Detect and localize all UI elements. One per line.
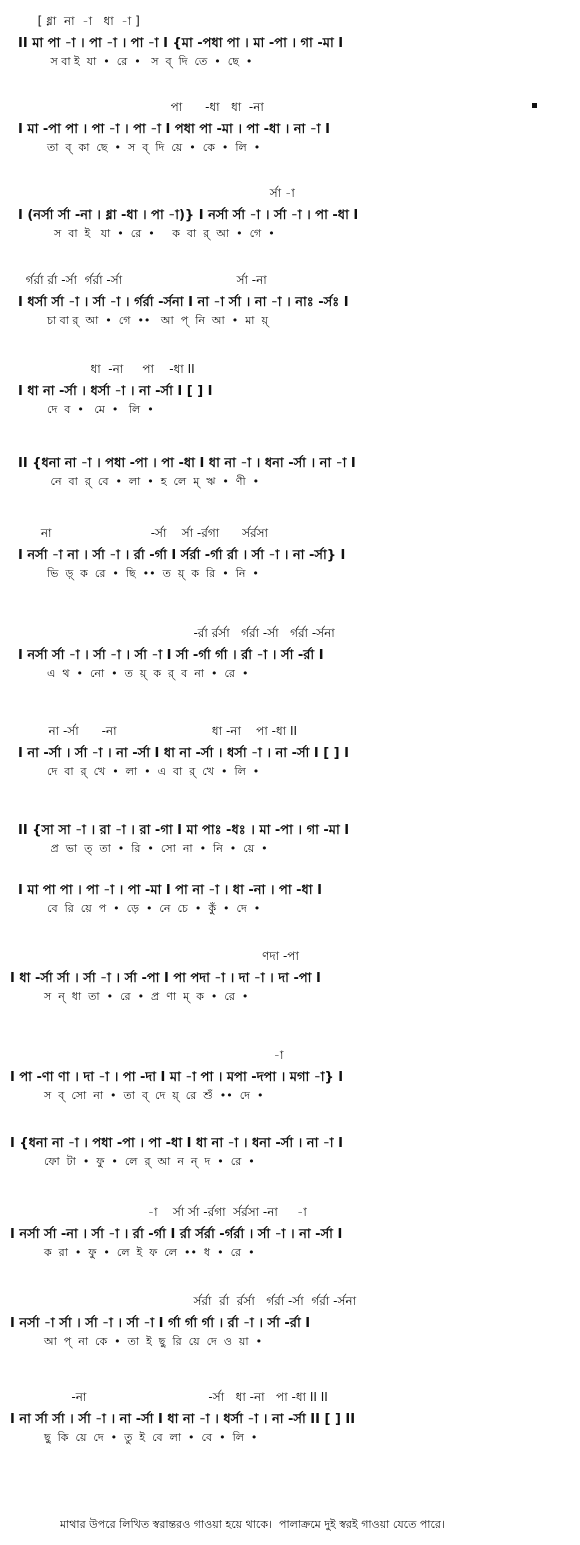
notation-main-line: I ধা না -র্সা । ধর্সা -া । না -র্সা I [ ] I	[18, 384, 213, 399]
notation-upper-line: না -র্সা -না ধা -না পা -ধা II	[18, 724, 298, 738]
notation-lyric-line: তা ব্ কা ছে • স ব্ দি য়ে • কে • লি •	[40, 141, 261, 154]
notation-lyric-line: ভি ড়্ ক রে • ছি •• ত য়্ ক রি • নি •	[40, 567, 259, 580]
notation-main-line: I নর্সা র্সা -না । র্সা -া । র্রা -র্গা I র্রা র্সর্রা -র্গর্রা । র্সা -া । না -র্সা I	[10, 1227, 343, 1242]
notation-main-line: II মা পা -া । পা -া । পা -া I {মা -পধা পা । মা -পা । গা -মা I	[18, 36, 344, 51]
notation-main-line: I নর্সা র্সা -া । র্সা -া । র্সা -া I র্সা -র্গা র্গা । র্রা -া । র্সা -র্রা I	[18, 648, 324, 663]
notation-lyric-line: নে বা র্ বে • লা • হ লে ম্ ঋ • ণী •	[40, 475, 260, 488]
notation-main-line: I নর্সা -া না । র্সা -া । র্রা -র্গা I র্সর্রা -র্গা র্রা । র্সা -া । না -র্সা} I	[18, 548, 346, 563]
notation-main-line: I (নর্সা র্সা -না । ধ্না -ধা । পা -া)} I নর্সা র্সা -া । র্সা -া । পা -ধা I	[18, 208, 359, 223]
footer-note: মাথার উপরে লিখিত স্বরান্তরও গাওয়া হয়ে থাকে। পালাক্রমে দুই স্বরই গাওয়া যেতে পারে।	[60, 1518, 445, 1531]
notation-upper-line: না -র্সা র্সা -র্রগা র্সর্রসা	[18, 526, 269, 540]
notation-main-line: I {ধনা না -া । পধা -পা । পা -ধা I ধা না -া । ধনা -র্সা । না -া I	[10, 1136, 343, 1151]
notation-lyric-line: স ন্ ধা তা • রে • প্র ণা ম্ ক • রে •	[30, 990, 249, 1003]
notation-lyric-line: স বা ই যা • রে • ক বা র্ আ • গে •	[40, 227, 275, 240]
notation-upper-line: -না -র্সা ধা -না পা -ধা II II	[18, 1390, 328, 1404]
notation-lyric-line: চা বা র্ আ • গে •• আ প্ নি আ • মা য়্	[40, 314, 268, 327]
notation-lyric-line: দে ব • মে • লি •	[40, 403, 154, 416]
notation-main-line: I না র্সা র্সা । র্সা -া । না -র্সা I ধা না -া । ধর্সা -া । না -র্সা II [ ] II	[10, 1412, 356, 1427]
notation-upper-line: ধা -না পা -ধা II	[18, 362, 195, 376]
notation-lyric-line: স ব্ সো না • তা ব্ দে য়্ রে শুঁ •• দে •	[30, 1089, 264, 1102]
notation-main-line: I না -র্সা । র্সা -া । না -র্সা I ধা না -র্সা । ধর্সা -া । না -র্সা I [ ] I	[18, 746, 349, 761]
notation-upper-line: র্সর্রা র্রা র্রর্সা র্গর্রা -র্সা র্গর্রা -র্সনা	[18, 1294, 357, 1308]
notation-upper-line: ণদা -পা	[18, 949, 299, 963]
notation-main-line: I মা পা পা । পা -া । পা -মা I পা না -া । ধা -না । পা -ধা I	[18, 883, 322, 898]
notation-main-line: I ধা -র্সা র্সা । র্সা -া । র্সা -পা I পা পদা -া । দা -া । দা -পা I	[10, 971, 321, 986]
notation-upper-line: -া	[18, 1048, 284, 1062]
notation-upper-line: পা -ধা ধা -না	[18, 100, 303, 114]
notation-main-line: I নর্সা -া র্সা । র্সা -া । র্সা -া I র্গা র্গা র্গা । র্রা -া । র্সা -র্রা I	[10, 1316, 311, 1331]
notation-main-line: II {ধনা না -া । পধা -পা । পা -ধা I ধা না -া । ধনা -র্সা । না -া I	[18, 456, 356, 471]
notation-lyric-line: ছু কি য়ে দে • তু ই বে লা • বে • লি •	[30, 1431, 258, 1444]
marker-dot	[532, 103, 537, 108]
notation-lyric-line: ফো টা • ফু • লে র্ আ ন ন্ দ • রে •	[30, 1155, 255, 1168]
notation-lyric-line: ক রা • ফু • লে ই ফ লে •• ধ • রে •	[30, 1246, 255, 1259]
notation-lyric-line: এ থ • নো • ত য়্ ক র্ ব না • রে •	[40, 667, 249, 680]
notation-upper-line: র্সা -া	[18, 186, 295, 200]
notation-upper-line: -া র্সা র্সা -র্রগা র্সর্রসা -না -া	[18, 1205, 307, 1219]
notation-upper-line: -র্রা র্রর্সা র্গর্রা -র্সা র্গর্রা -র্সনা	[18, 626, 335, 640]
notation-main-line: I মা -পা পা । পা -া । পা -া I পধা পা -মা । পা -ধা । না -া I	[18, 122, 330, 137]
notation-lyric-line: স বা ই যা • রে • স ব্ দি তে • ছে •	[40, 55, 253, 68]
notation-upper-line: র্গর্রা র্রা -র্সা র্গর্রা -র্সা র্সা -না	[18, 273, 267, 287]
notation-lyric-line: দে বা র্ খে • লা • এ বা র্ খে • লি •	[40, 765, 260, 778]
notation-main-line: II {সা সা -া । রা -া । রা -গা I মা পাঃ -ধঃ । মা -পা । গা -মা I	[18, 823, 350, 838]
notation-lyric-line: প্র ভা ত্ তা • রি • সো না • নি • য়ে •	[40, 842, 268, 855]
notation-lyric-line: আ প্ না কে • তা ই ছু রি য়ে দে ও য়া •	[30, 1335, 263, 1348]
notation-main-line: I ধর্সা র্সা -া । র্সা -া । র্গর্রা -র্সনা I না -া র্সা । না -া । নাঃ -র্সঃ I	[18, 295, 349, 310]
notation-upper-line: [ ধ্না না -া ধা -া ]	[30, 14, 140, 28]
notation-main-line: I পা -ণা ণা । দা -া । পা -দা I মা -া পা । মপা -দপা । মগা -া} I	[10, 1070, 344, 1085]
notation-lyric-line: বে রি য়ে প • ড়ে • নে চে • কুঁ • দে •	[40, 902, 261, 915]
